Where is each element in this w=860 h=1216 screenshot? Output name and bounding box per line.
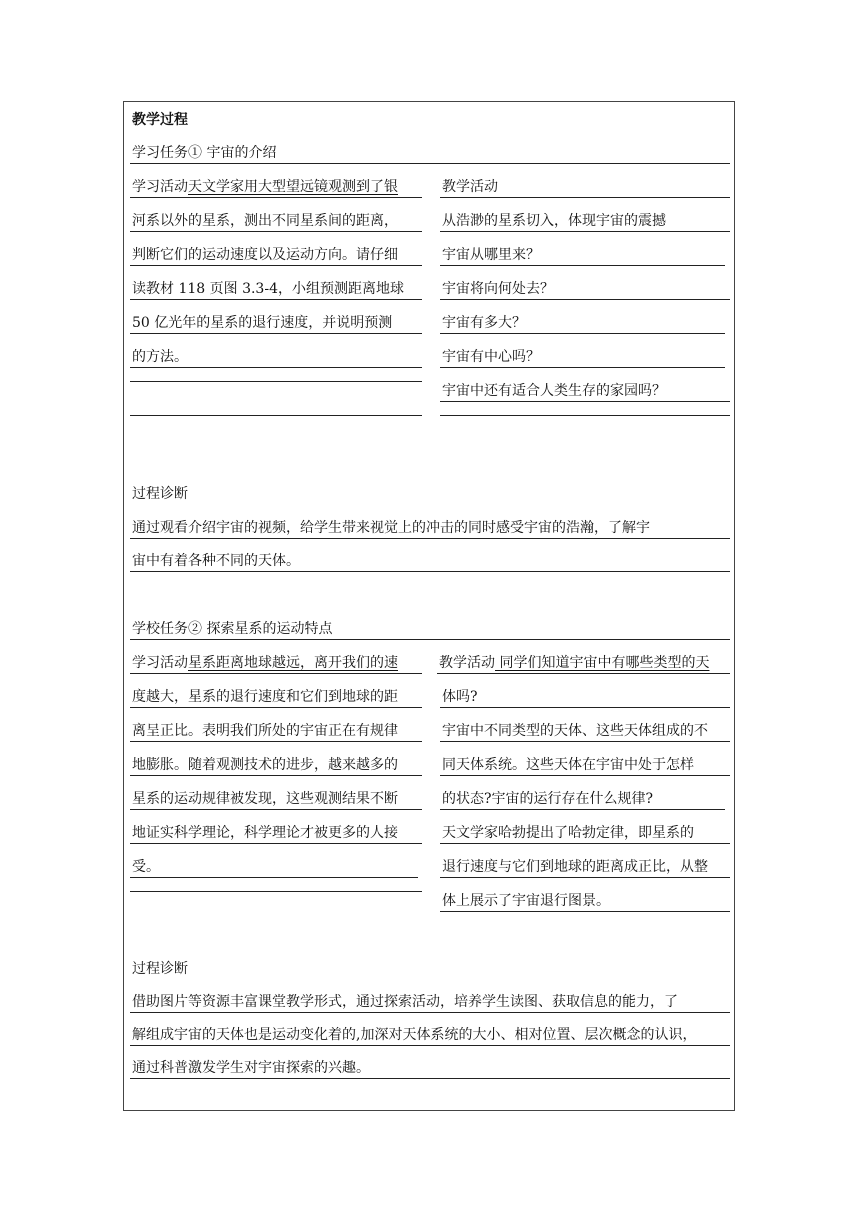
task1-learning-line-4: 读教材 118 页图 3.3-4，小组预测距离地球 (130, 279, 422, 300)
task2-diagnosis-line-1: 借助图片等资源丰富课堂教学形式，通过探索活动，培养学生读图、获取信息的能力，了 (130, 992, 730, 1013)
task2-learning-line-1: 学习活动星系距离地球越远，离开我们的速 (130, 653, 422, 674)
task2-learning-blank-line (130, 891, 422, 892)
task2-diagnosis-line-2: 解组成宇宙的天体也是运动变化着的,加深对天体系统的大小、相对位置、层次概念的认识， (130, 1025, 730, 1046)
task2-teaching-line-1: 教学活动 同学们知道宇宙中有哪些类型的天 (437, 653, 730, 674)
task2-teaching-line-7: 退行速度与它们到地球的距离成正比，从整 (440, 857, 730, 878)
task1-learning-prefix: 学习活动 (132, 179, 188, 195)
task1-teaching-blank-line (440, 415, 730, 416)
task2-diagnosis-line-3: 通过科普激发学生对宇宙探索的兴趣。 (130, 1058, 730, 1079)
task2-learning-line-3: 离呈正比。表明我们所处的宇宙正在有规律 (130, 721, 422, 742)
task2-learning-line-4: 地膨胀。随着观测技术的进步，越来越多的 (130, 755, 422, 776)
task1-learning-blank-line (130, 381, 422, 382)
task1-title: 学习任务① 宇宙的介绍 (130, 143, 730, 164)
task1-learning-line-3: 判断它们的运动速度以及运动方向。请仔细 (130, 245, 422, 266)
task2-teaching-prefix: 教学活动 (439, 655, 495, 671)
task1-teaching-label: 教学活动 (440, 177, 730, 198)
task2-title: 学校任务② 探索星系的运动特点 (130, 619, 730, 640)
task2-teaching-line-4: 同天体系统。这些天体在宇宙中处于怎样 (440, 755, 730, 776)
task2-learning-line-6: 地证实科学理论，科学理论才被更多的人接 (130, 823, 422, 844)
task1-teaching-line-4: 宇宙有多大？ (440, 313, 725, 334)
task2-teaching-line-5: 的状态?宇宙的运行存在什么规律? (440, 789, 725, 810)
task1-learning-line-5: 50 亿光年的星系的退行速度，并说明预测 (130, 313, 422, 334)
task1-learning-line-2: 河系以外的星系，测出不同星系间的距离， (130, 211, 422, 232)
task1-diagnosis-line-2: 宙中有着各种不同的天体。 (130, 551, 730, 572)
task1-learning-line-1: 学习活动天文学家用大型望远镜观测到了银 (130, 177, 422, 198)
task2-teaching-line-8: 体上展示了宇宙退行图景。 (440, 891, 730, 912)
task1-teaching-line-5: 宇宙有中心吗？ (440, 347, 725, 368)
task2-learning-line-2: 度越大，星系的退行速度和它们到地球的距 (130, 687, 422, 708)
task1-learning-blank-line (130, 415, 422, 416)
task2-teaching-line-6: 天文学家哈勃提出了哈勃定律，即星系的 (440, 823, 730, 844)
task2-learning-line-7: 受。 (130, 857, 418, 878)
task2-teaching-line-2: 体吗? (440, 687, 730, 708)
task1-teaching-line-6: 宇宙中还有适合人类生存的家园吗？ (440, 381, 730, 402)
task2-learning-line-5: 星系的运动规律被发现，这些观测结果不断 (130, 789, 422, 810)
task2-teaching-line-3: 宇宙中不同类型的天体、这些天体组成的不 (440, 721, 730, 742)
task2-diagnosis-label: 过程诊断 (132, 961, 188, 977)
task1-teaching-line-3: 宇宙将向何处去？ (440, 279, 730, 300)
task1-diagnosis-label: 过程诊断 (132, 486, 188, 502)
task1-teaching-line-2: 宇宙从哪里来？ (440, 245, 725, 266)
task1-diagnosis-line-1: 通过观看介绍宇宙的视频，给学生带来视觉上的冲击的同时感受宇宙的浩瀚，了解宇 (130, 518, 730, 539)
section-title: 教学过程 (132, 112, 188, 128)
task1-learning-line-6: 的方法。 (130, 347, 422, 368)
task2-learning-prefix: 学习活动 (132, 655, 188, 671)
task1-teaching-line-1: 从浩渺的星系切入，体现宇宙的震撼 (440, 211, 730, 232)
